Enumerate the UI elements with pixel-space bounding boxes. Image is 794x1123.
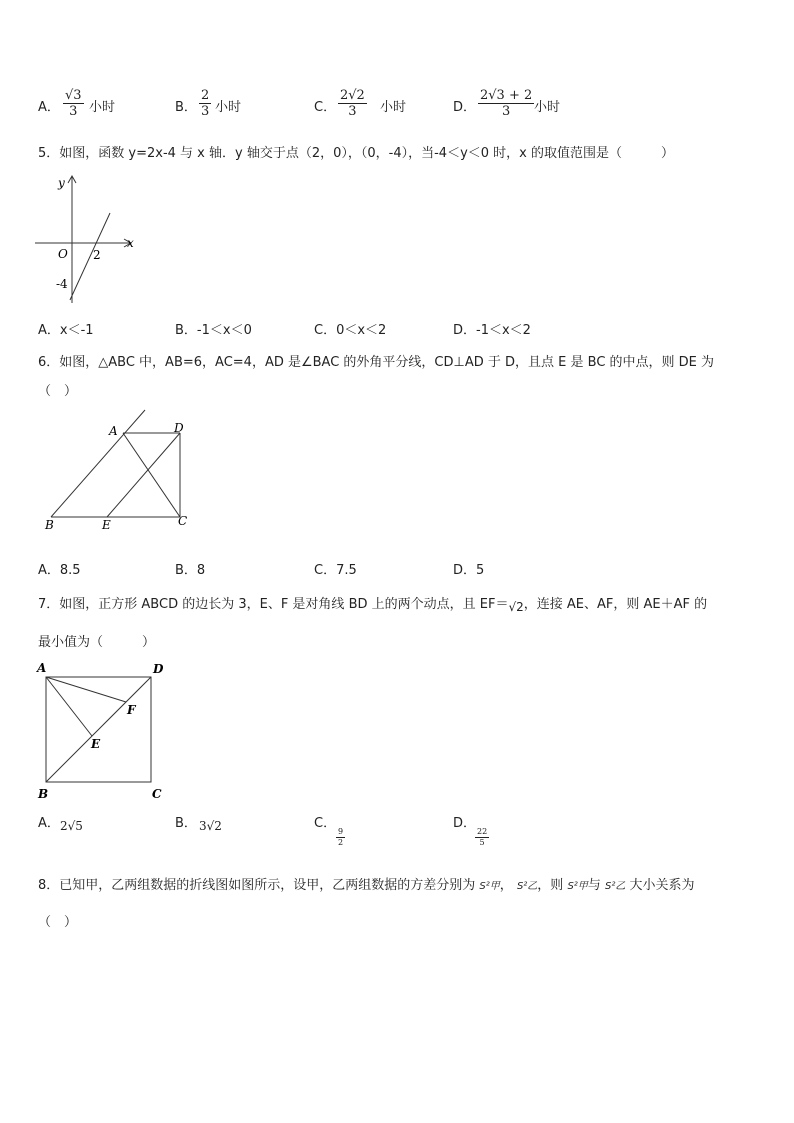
q6-option-b: B．8 — [175, 563, 206, 578]
q4-option-a-label: A． — [38, 100, 60, 115]
q4-option-d-label: D． — [453, 100, 477, 115]
q6-text: 6．如图，△ABC 中，AB=6，AC=4，AD 是∠BAC 的外角平分线，CD⊥AD 于 D，且点 E 是 BC 的中点，则 DE 为 — [38, 355, 715, 370]
q8-text — [38, 877, 694, 896]
q6-line-ed — [107, 433, 180, 517]
q6-figure — [38, 405, 198, 530]
q4-option-d-numerator: 2√3 + 2 — [480, 88, 533, 103]
q7-diagonal-bd — [46, 677, 151, 782]
q8-text-yu: 与 — [587, 878, 601, 893]
q6-option-a: A．8.5 — [38, 563, 81, 578]
q4-option-b-fraction — [199, 88, 211, 119]
q7-option-d-label: D． — [453, 816, 477, 831]
q7-text-line1 — [38, 595, 707, 614]
q5-function-line — [70, 213, 110, 300]
q4-option-d-denominator: 3 — [501, 104, 511, 119]
q6-label-c: C — [178, 514, 188, 528]
q7-label-f: F — [127, 703, 136, 717]
q8-sep: ， — [499, 878, 513, 893]
q5-option-b: B．-1＜x＜0 — [175, 323, 252, 338]
q5-option-a: A．x＜-1 — [38, 323, 94, 338]
q4-option-c-numerator: 2√2 — [340, 88, 365, 103]
q5-label-y: y — [58, 176, 65, 190]
q6-option-c: C．7.5 — [314, 563, 357, 578]
q6-paren: （ ） — [38, 384, 78, 399]
q7-label-c: C — [152, 787, 162, 801]
q7-option-a-value: 2√5 — [60, 819, 83, 833]
q7-label-b: B — [38, 787, 49, 801]
q8-s-jia-2: S²甲 — [567, 881, 588, 892]
q5-option-d: D．-1＜x＜2 — [453, 323, 531, 338]
q7-text-line2: 最小值为（ ） — [38, 635, 156, 650]
q5-label-x: x — [127, 236, 134, 250]
q6-label-e: E — [102, 518, 111, 530]
q5-label-two: 2 — [93, 248, 101, 262]
q5-label-minus4: -4 — [56, 277, 68, 291]
q5-figure — [30, 168, 140, 308]
q7-text-before: 7．如图，正方形 ABCD 的边长为 3，E、F 是对角线 BD 上的两个动点，且 EF＝ — [38, 597, 509, 612]
q4-option-a-denominator: 3 — [69, 104, 78, 119]
q7-option-b-value: 3√2 — [199, 819, 222, 833]
q4-option-b-unit: 小时 — [215, 100, 242, 115]
q4-option-b-denominator: 3 — [201, 104, 210, 119]
q7-option-a-label: A． — [38, 816, 60, 831]
q4-option-a-fraction — [63, 88, 84, 119]
q5-label-origin: O — [58, 247, 68, 261]
q8-text-mid: ，则 — [537, 878, 564, 893]
q7-text-after: ，连接 AE、AF，则 AE＋AF 的 — [523, 597, 708, 612]
q7-option-c-label: C． — [314, 816, 337, 831]
q7-label-e: E — [91, 737, 101, 751]
q6-label-b: B — [45, 518, 54, 530]
q5-option-c: C．0＜x＜2 — [314, 323, 387, 338]
q8-s-yi-2: S²乙 — [604, 881, 626, 892]
q8-s-yi: S²乙 — [516, 881, 538, 892]
q7-label-d: D — [153, 662, 164, 676]
q8-paren: （ ） — [38, 915, 78, 930]
q4-option-c-label: C． — [314, 100, 337, 115]
q4-option-c-denominator: 3 — [348, 104, 357, 119]
q6-line-ba-extended — [51, 410, 145, 517]
q6-line-ac — [123, 433, 180, 517]
q7-option-d-denominator: 5 — [479, 838, 485, 847]
q4-option-d-fraction — [478, 88, 534, 119]
q4-option-a-unit: 小时 — [89, 100, 116, 115]
q8-text-end: 大小关系为 — [629, 878, 695, 893]
q7-label-a: A — [37, 661, 47, 675]
q4-option-b-label: B． — [175, 100, 197, 115]
q8-s-jia: S²甲 — [479, 881, 500, 892]
q5-text: 5．如图，函数 y=2x-4 与 x 轴．y 轴交于点（2，0），（0，-4），当-4＜y＜0 时，x 的取值范围是（ ） — [38, 146, 674, 161]
q4-option-b-numerator: 2 — [201, 88, 210, 103]
q6-label-a: A — [109, 424, 118, 438]
q4-option-c-fraction — [338, 88, 367, 119]
q4-option-a-numerator: √3 — [65, 88, 82, 103]
q7-option-c-denominator: 2 — [338, 838, 344, 847]
q7-option-d-fraction — [475, 827, 489, 848]
q7-figure — [35, 658, 170, 803]
q7-option-c-numerator: 9 — [338, 827, 344, 836]
q7-ef-value: √2 — [508, 600, 524, 614]
q6-label-d: D — [174, 421, 184, 435]
q8-text-before: 8．已知甲，乙两组数据的折线图如图所示，设甲，乙两组数据的方差分别为 — [38, 878, 476, 893]
q7-option-b-label: B． — [175, 816, 197, 831]
q7-option-c-fraction — [336, 827, 345, 848]
q4-option-d-unit: 小时 — [534, 100, 561, 115]
q4-option-c-unit: 小时 — [380, 100, 407, 115]
q7-option-d-numerator: 22 — [477, 827, 488, 836]
q6-option-d: D．5 — [453, 563, 485, 578]
q7-line-ae — [46, 677, 92, 736]
q7-line-af — [46, 677, 126, 702]
